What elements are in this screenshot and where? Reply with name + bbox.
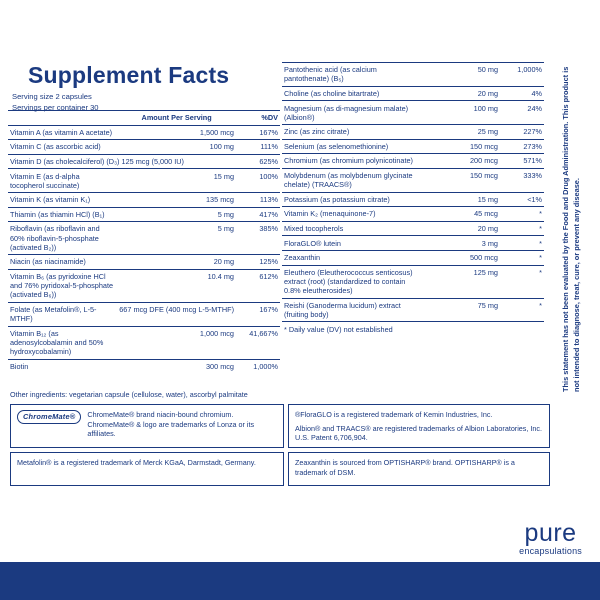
nutrient-name: Mixed tocopherols	[282, 221, 418, 236]
zeaxanthin-note-box	[288, 452, 550, 486]
nutrient-amount: 200 mcg	[418, 154, 500, 169]
table-row	[282, 139, 544, 154]
nutrient-amount: 20 mg	[418, 221, 500, 236]
chromemate-logo: ChromeMate®	[17, 410, 81, 424]
table-row	[8, 193, 280, 208]
nutrient-name: Vitamin K₂ (menaquinone-7)	[282, 207, 418, 222]
nutrient-amount: 15 mg	[117, 169, 236, 193]
nutrient-amount: 667 mcg DFE (400 mcg L-5-MTHF)	[117, 302, 236, 326]
nutrient-dv: 333%	[500, 168, 544, 192]
nutrient-amount: 25 mg	[418, 125, 500, 140]
nutrient-name: Biotin	[8, 359, 117, 373]
nutrient-name: Zinc (as zinc citrate)	[282, 125, 418, 140]
nutrient-amount: 3 mg	[418, 236, 500, 251]
fda-disclaimer-wrap	[560, 62, 582, 392]
nutrient-name: Zeaxanthin	[282, 250, 418, 265]
table-header-row	[8, 111, 280, 126]
nutrient-amount: 100 mg	[117, 140, 236, 155]
nutrient-name: Eleuthero (Eleutherococcus senticosus) extract (root) (standardized to contain 0.8% eleutherosides)	[282, 265, 418, 298]
fda-disclaimer: This statement has not been evaluated by the Food and Drug Administration. This product is not intended to diagnose, treat, cure, or prevent any disease.	[561, 66, 581, 392]
nutrient-name: Vitamin D (as cholecalciferol) (D₃) 125 mcg (5,000 IU)	[8, 154, 236, 169]
left-nutrient-table-wrap	[8, 110, 280, 373]
nutrient-dv: 24%	[500, 101, 544, 125]
table-row	[8, 207, 280, 222]
nutrient-name: Selenium (as selenomethionine)	[282, 139, 418, 154]
nutrient-dv: *	[500, 221, 544, 236]
nutrient-dv: *	[500, 207, 544, 222]
nutrient-dv: *	[500, 250, 544, 265]
nutrient-dv: 612%	[236, 269, 280, 302]
nutrient-dv: 625%	[236, 154, 280, 169]
table-row	[282, 192, 544, 207]
table-row	[8, 302, 280, 326]
nutrient-name: Magnesium (as di-magnesium malate)(Albion®)	[282, 101, 418, 125]
table-row	[282, 101, 544, 125]
nutrient-name: Niacin (as niacinamide)	[8, 255, 117, 270]
nutrient-name: Riboflavin (as riboflavin and 60% riboflavin-5-phosphate (activated B₂))	[8, 222, 117, 255]
dv-footnote: * Daily value (DV) not established	[282, 322, 544, 336]
nutrient-dv: 385%	[236, 222, 280, 255]
serving-size: Serving size 2 capsules	[12, 92, 92, 101]
nutrient-dv: *	[500, 265, 544, 298]
nutrient-name: Thiamin (as thiamin HCl) (B₁)	[8, 207, 117, 222]
nutrient-amount: 150 mcg	[418, 139, 500, 154]
nutrient-dv: 125%	[236, 255, 280, 270]
servings-per-container: Servings per container 30	[12, 102, 99, 112]
column-header-amount: Amount Per Serving	[117, 111, 236, 126]
nutrient-amount: 20 mg	[418, 86, 500, 101]
nutrient-dv: 273%	[500, 139, 544, 154]
nutrient-dv: 227%	[500, 125, 544, 140]
nutrient-name: Molybdenum (as molybdenum glycinate chelate) (TRAACS®)	[282, 168, 418, 192]
nutrient-dv: 167%	[236, 125, 280, 140]
right-nutrient-table	[282, 62, 544, 336]
table-row	[282, 265, 544, 298]
other-ingredients: Other ingredients: vegetarian capsule (cellulose, water), ascorbyl palmitate	[10, 390, 248, 399]
table-row	[282, 154, 544, 169]
right-nutrient-table-wrap	[282, 62, 544, 336]
nutrient-amount: 20 mg	[117, 255, 236, 270]
table-row	[282, 168, 544, 192]
nutrient-amount: 100 mg	[418, 101, 500, 125]
column-header-dv: %DV	[236, 111, 280, 126]
nutrient-name: Vitamin C (as ascorbic acid)	[8, 140, 117, 155]
nutrient-dv: 1,000%	[236, 359, 280, 373]
table-row	[8, 169, 280, 193]
chromemate-note-box	[10, 404, 284, 448]
nutrient-name: FloraGLO® lutein	[282, 236, 418, 251]
nutrient-name: Vitamin B₆ (as pyridoxine HCl and 76% pyridoxal-5-phosphate (activated B₆))	[8, 269, 117, 302]
footer-band	[0, 562, 600, 600]
table-row	[282, 250, 544, 265]
metafolin-note-box	[10, 452, 284, 486]
nutrient-name: Vitamin K (as vitamin K₁)	[8, 193, 117, 208]
nutrient-amount: 1,000 mcg	[117, 326, 236, 359]
table-row	[8, 269, 280, 302]
floraglo-note-box	[288, 404, 550, 448]
nutrient-dv: *	[500, 236, 544, 251]
table-row	[8, 359, 280, 373]
nutrient-amount: 1,500 mcg	[117, 125, 236, 140]
albion-note-text: Albion® and TRAACS® are registered trademarks of Albion Laboratories, Inc. U.S. Patent 6,706,904.	[295, 423, 542, 443]
nutrient-amount: 5 mg	[117, 222, 236, 255]
nutrient-amount: 45 mcg	[418, 207, 500, 222]
nutrient-dv: 1,000%	[500, 63, 544, 87]
table-row	[282, 236, 544, 251]
nutrient-name: Choline (as choline bitartrate)	[282, 86, 418, 101]
left-nutrient-table	[8, 110, 280, 373]
nutrient-dv: 167%	[236, 302, 280, 326]
nutrient-amount: 50 mg	[418, 63, 500, 87]
nutrient-dv: <1%	[500, 192, 544, 207]
table-row	[8, 326, 280, 359]
zeaxanthin-note-text: Zeaxanthin is sourced from OPTISHARP® brand. OPTISHARP® is a trademark of DSM.	[295, 458, 515, 477]
nutrient-dv: 4%	[500, 86, 544, 101]
table-row	[282, 63, 544, 87]
table-row	[8, 222, 280, 255]
table-row	[8, 255, 280, 270]
nutrient-name: Vitamin B₁₂ (as adenosylcobalamin and 50% hydroxycobalamin)	[8, 326, 117, 359]
nutrient-dv: *	[500, 298, 544, 322]
nutrient-amount: 135 mcg	[117, 193, 236, 208]
brand-name: pure	[524, 519, 577, 547]
nutrient-dv: 41,667%	[236, 326, 280, 359]
table-row	[8, 154, 280, 169]
nutrient-amount: 150 mcg	[418, 168, 500, 192]
table-row	[282, 86, 544, 101]
nutrient-name: Potassium (as potassium citrate)	[282, 192, 418, 207]
table-row	[282, 207, 544, 222]
floraglo-note-text: ®FloraGLO is a registered trademark of Kemin Industries, Inc.	[295, 410, 493, 419]
table-row	[8, 140, 280, 155]
nutrient-name: Vitamin A (as vitamin A acetate)	[8, 125, 117, 140]
chromemate-note-text: ChromeMate® brand niacin-bound chromium. ChromeMate® & logo are trademarks of Lonza or its affiliates.	[87, 410, 255, 439]
nutrient-amount: 10.4 mg	[117, 269, 236, 302]
metafolin-note-text: Metafolin® is a registered trademark of Merck KGaA, Darmstadt, Germany.	[17, 458, 256, 467]
nutrient-dv: 111%	[236, 140, 280, 155]
page-title: Supplement Facts	[28, 62, 230, 88]
nutrient-name: Pantothenic acid (as calcium pantothenate) (B₅)	[282, 63, 418, 87]
table-row	[282, 298, 544, 322]
nutrient-name: Vitamin E (as d-alpha tocopherol succinate)	[8, 169, 117, 193]
dv-footnote-row	[282, 322, 544, 336]
table-row	[8, 125, 280, 140]
nutrient-dv: 100%	[236, 169, 280, 193]
nutrient-amount: 300 mcg	[117, 359, 236, 373]
nutrient-amount: 75 mg	[418, 298, 500, 322]
nutrient-amount: 125 mg	[418, 265, 500, 298]
nutrient-name: Chromium (as chromium polynicotinate)	[282, 154, 418, 169]
nutrient-amount: 15 mg	[418, 192, 500, 207]
table-row	[282, 221, 544, 236]
nutrient-name: Reishi (Ganoderma lucidum) extract (fruiting body)	[282, 298, 418, 322]
nutrient-amount: 5 mg	[117, 207, 236, 222]
nutrient-name: Folate (as Metafolin®, L-5-MTHF)	[8, 302, 117, 326]
table-row	[282, 125, 544, 140]
brand-subtitle: encapsulations	[519, 546, 582, 556]
nutrient-dv: 571%	[500, 154, 544, 169]
nutrient-dv: 113%	[236, 193, 280, 208]
brand-logo	[519, 521, 582, 556]
nutrient-dv: 417%	[236, 207, 280, 222]
nutrient-amount: 500 mcg	[418, 250, 500, 265]
